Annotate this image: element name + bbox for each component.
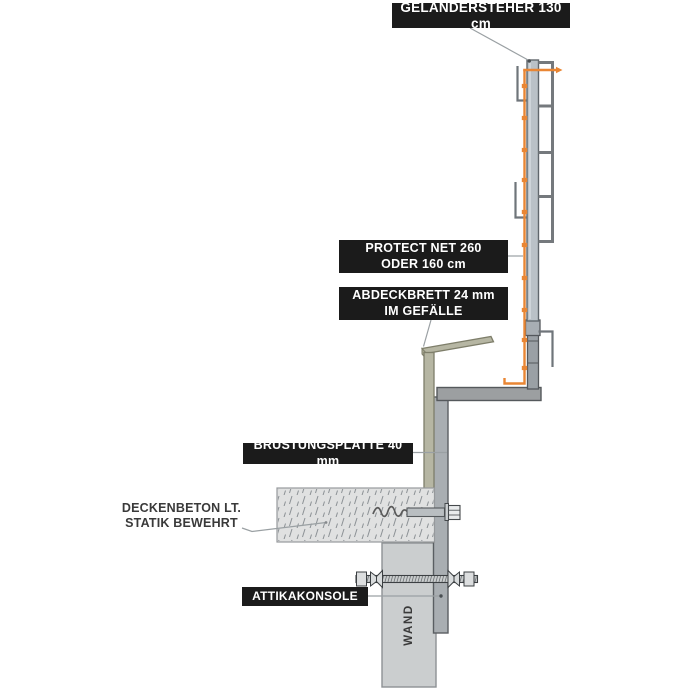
label-protect-net	[339, 240, 508, 273]
label-attikakonsole	[242, 587, 368, 606]
label-wand: WAND	[403, 604, 415, 646]
leader-dot	[528, 59, 531, 62]
leader-gelaendersteher	[470, 28, 529, 61]
guardrail-frame	[539, 61, 554, 243]
label-text: GELÄNDERSTEHER 130 cm	[400, 0, 562, 31]
label-text-line1: PROTECT NET 260	[365, 241, 482, 255]
post-coupler	[526, 320, 541, 336]
label-abdeckbrett	[339, 287, 508, 320]
label-text: ATTIKAKONSOLE	[252, 588, 358, 603]
annotation-line2: STATIK BEWEHRT	[125, 515, 238, 530]
label-text-line2: ODER 160 cm	[381, 256, 466, 271]
label-gelaendersteher	[392, 0, 570, 31]
label-text: BRÜSTUNGSPLATTE 40 mm	[253, 438, 403, 468]
label-text-line1: ABDECKBRETT 24 mm	[352, 288, 495, 302]
label-deckenbeton	[115, 501, 248, 530]
net-arrow-icon	[556, 67, 563, 73]
console-beam	[437, 388, 541, 401]
label-bruestungsplatte	[243, 438, 413, 468]
leader-dot	[439, 594, 442, 597]
net-hook-right	[539, 332, 553, 368]
annotation-line1: DECKENBETON LT.	[121, 501, 242, 515]
railing-post	[527, 60, 539, 321]
label-text-line2: IM GEFÄLLE	[384, 303, 463, 318]
leader-dot	[325, 521, 328, 524]
post-lower-clamp	[528, 334, 539, 389]
leader-abdeckbrett	[424, 320, 432, 347]
bolt-head-icon	[449, 506, 461, 520]
